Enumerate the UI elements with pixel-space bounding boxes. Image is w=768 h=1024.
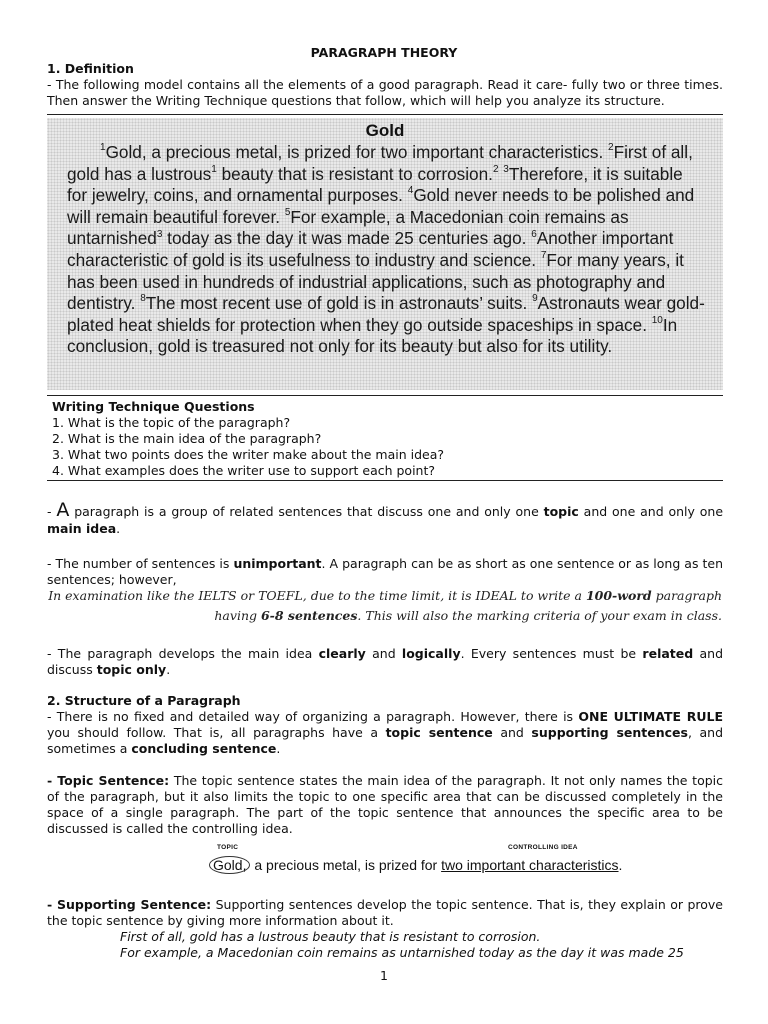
- handwritten-note-line-2: [46, 606, 722, 626]
- model-paragraph-text: [67, 142, 707, 358]
- section-heading-definition: 1. Definition: [47, 61, 134, 76]
- sample-topic-sentence: [209, 856, 622, 874]
- definition-intro: - The following model contains all the elements of a good paragraph. Read it care- fully two or three times. Then answer the Writing Technique questions that follow, which will help you analyze its structure.: [47, 77, 723, 108]
- footnote-marker: 2: [492, 163, 499, 175]
- handwritten-note-line-1: [46, 586, 722, 606]
- bold-term: main idea: [47, 521, 117, 536]
- text: - There is no fixed and detailed way of organizing a paragraph. However, there is: [47, 709, 579, 724]
- circled-topic: Gold,: [209, 856, 250, 874]
- bold-term: logically: [401, 646, 461, 661]
- sentence-number: 9: [532, 293, 538, 305]
- text: , and sometimes a: [47, 725, 723, 756]
- page-title: PARAGRAPH THEORY: [310, 45, 458, 60]
- dash: -: [47, 504, 57, 519]
- text: and: [365, 646, 402, 661]
- bold-term: - Supporting Sentence:: [47, 897, 212, 912]
- bold-term: ONE ULTIMATE RULE: [578, 709, 723, 724]
- sentence-text: First of all, gold has a lustrous: [67, 142, 693, 184]
- sentence-text: For many years, it has been used in hundreds of industrial applications, such as photography and dentistry.: [67, 249, 684, 314]
- sentence-number: 4: [407, 185, 414, 197]
- text: - The number of sentences is: [47, 556, 234, 571]
- number-of-sentences: [47, 556, 723, 588]
- question-item: 4. What examples does the writer use to support each point?: [52, 463, 436, 478]
- sentence-text: For example, a Macedonian coin remains as untarnished: [67, 206, 629, 249]
- questions-bottom-divider: [47, 480, 723, 481]
- bold-term: clearly: [318, 646, 366, 661]
- model-title: Gold: [365, 121, 405, 140]
- text: paragraph is a group of related sentences that discuss one and only one: [69, 504, 544, 519]
- paragraph-develops: [47, 646, 723, 678]
- question-item: 1. What is the topic of the paragraph?: [52, 415, 291, 430]
- sentence-text: beauty that is resistant to corrosion.: [216, 163, 493, 184]
- text: you should follow. That is, all paragraphs have a: [47, 725, 386, 740]
- question-item: 2. What is the main idea of the paragraph?: [52, 431, 322, 446]
- section-heading-structure: 2. Structure of a Paragraph: [47, 693, 241, 708]
- sentence-number: 10: [651, 315, 663, 327]
- text: In examination like the IELTS or TOEFL, due to the time limit, it is IDEAL to write a: [48, 588, 586, 603]
- bold-term: 100-word: [585, 588, 652, 603]
- text: .: [618, 857, 623, 873]
- underlined-controlling-idea: two important characteristics: [441, 857, 619, 873]
- text: having: [214, 608, 261, 623]
- text: paragraph: [651, 588, 722, 603]
- text: .: [116, 521, 121, 536]
- question-item: 3. What two points does the writer make about the main idea?: [52, 447, 445, 462]
- top-divider: [47, 114, 723, 115]
- bold-term: supporting sentences: [531, 725, 688, 740]
- footnote-marker: 3: [156, 228, 163, 240]
- bold-term: related: [642, 646, 694, 661]
- text: and: [492, 725, 532, 740]
- sentence-text: Gold never needs to be polished and will remain beautiful forever.: [67, 185, 695, 227]
- sentence-text: today as the day it was made 25 centuries ago.: [162, 228, 532, 249]
- sentence-text: Therefore, it is suitable for jewelry, coins, and ornamental purposes.: [67, 163, 683, 206]
- page-number: 1: [380, 968, 388, 983]
- sentence-number: 8: [140, 293, 146, 305]
- text: . Every sentences must be: [460, 646, 643, 661]
- structure-intro: [47, 709, 723, 757]
- text: The topic sentence states the main idea of the paragraph. It not only names the topic of the paragraph, but it also limits the topic to one specific area that can be discussed completely in the space of a single paragraph. The part of the topic sentence that announces the specific area to be discussed is called the controlling idea.: [47, 773, 723, 836]
- model-paragraph-box: [47, 118, 723, 390]
- bold-term: topic only: [96, 662, 167, 677]
- footnote-marker: 1: [211, 163, 217, 175]
- sentence-text: Astronauts wear gold-plated heat shields for protection when they go outside spaceships in space.: [67, 293, 705, 335]
- text: - The paragraph develops the main idea: [47, 646, 319, 661]
- sentence-text: The most recent use of gold is in astronauts’ suits.: [145, 293, 533, 314]
- paragraph-definition: [47, 499, 724, 537]
- bold-term: concluding sentence: [131, 741, 277, 756]
- sentence-number: 6: [531, 228, 537, 240]
- initial-letter: A: [56, 499, 70, 521]
- bold-term: unimportant: [233, 556, 322, 571]
- sentence-number: 3: [503, 163, 509, 175]
- bold-term: - Topic Sentence:: [47, 773, 170, 788]
- text: . This will also the marking criteria of your exam in class.: [357, 608, 722, 623]
- text: Supporting sentences develop the topic sentence. That is, they explain or prove the topic sentence by giving more information about it.: [47, 897, 723, 928]
- sentence-number: 7: [540, 250, 547, 262]
- sentence-number: 2: [608, 142, 614, 154]
- questions-top-divider: [47, 395, 723, 396]
- sentence-text: Another important characteristic of gold is its usefulness to industry and science.: [67, 228, 674, 270]
- text: a precious metal, is prized for: [250, 857, 442, 873]
- text: . A paragraph can be as short as one sentence or as long as ten sentences; however,: [47, 556, 723, 587]
- sentence-text: In conclusion, gold is treasured not only for its beauty but also for its utility.: [67, 314, 678, 357]
- sentence-text: Gold, a precious metal, is prized for two important characteristics.: [105, 142, 609, 162]
- bold-term: topic sentence: [385, 725, 493, 740]
- supporting-sentence-definition: [47, 897, 723, 929]
- bold-term: topic: [543, 504, 579, 519]
- sentence-number: 1: [100, 142, 106, 154]
- text: .: [276, 741, 281, 756]
- text: and discuss: [47, 646, 723, 677]
- text: and one and only one: [578, 504, 724, 519]
- writing-technique-questions: [52, 399, 712, 479]
- questions-heading: Writing Technique Questions: [52, 399, 255, 414]
- controlling-idea-tag: CONTROLLING IDEA: [508, 844, 578, 851]
- sentence-number: 5: [284, 207, 291, 219]
- topic-tag: TOPIC: [217, 844, 239, 851]
- supporting-example-1: First of all, gold has a lustrous beauty that is resistant to corrosion.: [120, 929, 541, 944]
- topic-sentence-definition: [47, 773, 723, 837]
- supporting-example-2: For example, a Macedonian coin remains as untarnished today as the day it was made 25: [120, 945, 684, 960]
- bold-term: 6-8 sentences: [260, 608, 358, 623]
- text: .: [166, 662, 171, 677]
